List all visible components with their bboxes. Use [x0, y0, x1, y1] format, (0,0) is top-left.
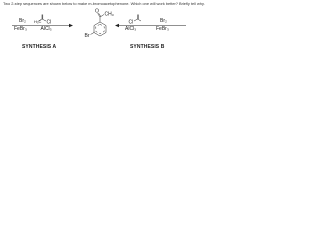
product-methyl-label: CH₃: [104, 11, 114, 18]
acetyl-chloride-chloride-bond: [42, 19, 46, 21]
synthesis-b-label: SYNTHESIS B: [130, 44, 165, 50]
synthesis-a-febr3-label: FeBr₃: [14, 26, 27, 32]
synthesis-a-alcl3-label: AlCl₃: [40, 26, 52, 32]
product-bromine-label: Br: [84, 33, 90, 39]
acetyl-chloride-h3c-label: H₃C: [34, 19, 42, 24]
question-text: Two 2-step sequences are shown below to make m-bromoacetophenone. Which one will work better? Briefly tell why.: [3, 1, 205, 6]
synthesis-b-alcl3-label: AlCl₃: [125, 26, 137, 32]
synthesis-b-acyl-chloride: [125, 15, 141, 33]
reaction-scheme: [0, 6, 200, 52]
product-bromo-bond: [91, 33, 95, 35]
synthesis-b-br2-label: Br₂: [160, 18, 167, 24]
synthesis-a-arrowhead: [69, 24, 73, 27]
product-oxygen-label: O: [95, 8, 99, 15]
synthesis-a-label: SYNTHESIS A: [22, 44, 57, 50]
synthesis-a-acyl-chloride: [34, 15, 52, 33]
product-aromatic-bonds: [96, 24, 104, 34]
synthesis-a-step1-reagents: [14, 18, 27, 32]
acetyl-chloride-b-chloride-bond: [138, 19, 142, 21]
product-structure: [85, 9, 114, 40]
synthesis-b-step2-reagents: [156, 18, 169, 32]
synthesis-b-febr3-label: FeBr₃: [156, 26, 169, 32]
synthesis-a-br2-label: Br₂: [19, 18, 26, 24]
synthesis-b-arrowhead: [115, 24, 119, 27]
synthesis-b-cl-label: Cl: [128, 19, 134, 26]
acetyl-chloride-b-methyl-bond: [134, 19, 138, 21]
synthesis-a-cl-label: Cl: [46, 19, 52, 26]
